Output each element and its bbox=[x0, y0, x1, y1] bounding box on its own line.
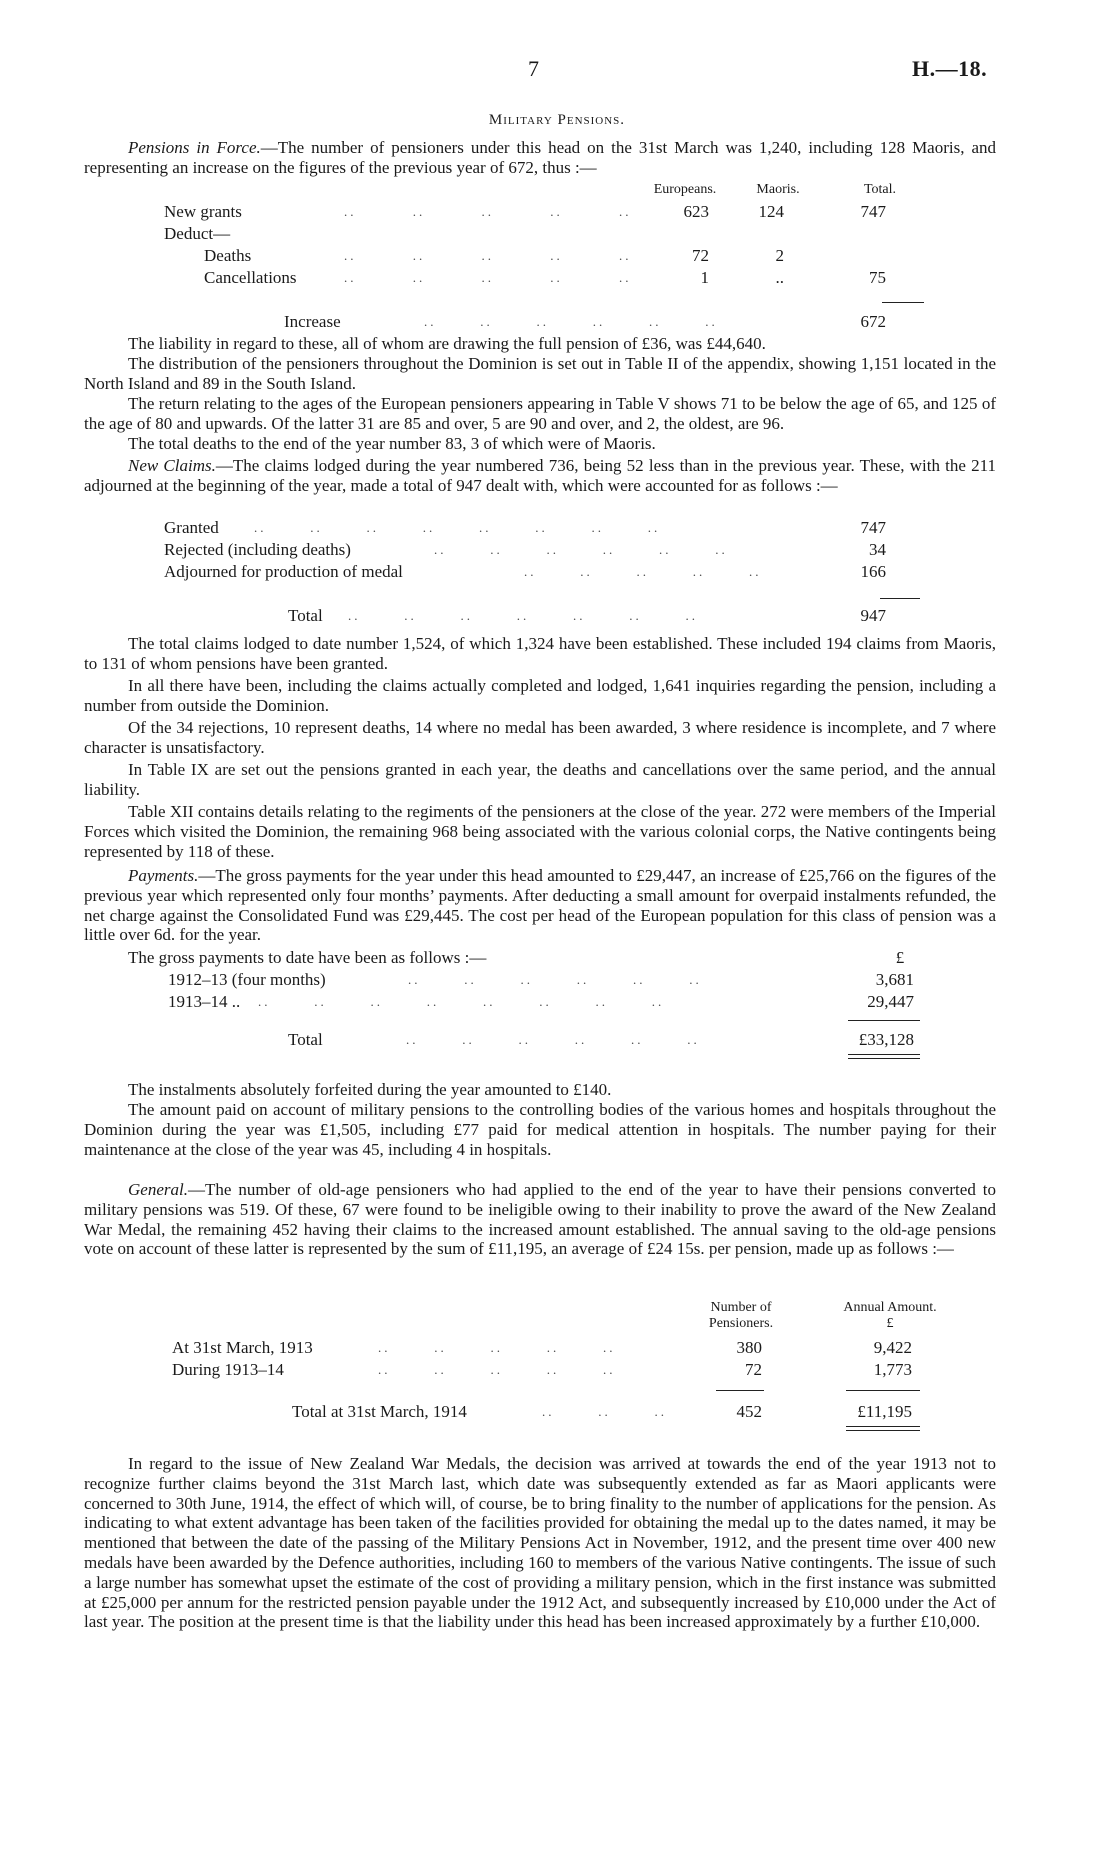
column-header-maoris: Maoris. bbox=[756, 182, 800, 197]
row-label: New grants bbox=[164, 202, 242, 221]
table-row-total-31st-march-1914 bbox=[292, 1402, 932, 1422]
table-row-1913-14 bbox=[168, 992, 924, 1012]
row-label: Total at 31st March, 1914 bbox=[292, 1402, 467, 1421]
section-title: Military Pensions. bbox=[488, 112, 626, 128]
number-value: 72 bbox=[745, 1360, 762, 1379]
paragraph-inquiries: In all there have been, including the claims actually completed and lodged, 1,641 inquiries regarding the pension, including a number from outside the Dominion. bbox=[84, 676, 996, 715]
number-subtotal-rule bbox=[716, 1390, 764, 1391]
dot-leader: .. .. .. .. .. bbox=[378, 1362, 616, 1377]
table-row-adjourned bbox=[164, 562, 924, 582]
subtotal-rule bbox=[882, 302, 924, 303]
table-row-granted bbox=[164, 518, 924, 538]
dot-leader: .. .. .. .. .. bbox=[378, 1340, 616, 1355]
claims-value: 166 bbox=[860, 562, 886, 581]
dot-leader: .. .. .. .. .. .. bbox=[406, 1032, 700, 1047]
table-row-during-1913-14 bbox=[172, 1360, 932, 1380]
paragraph-deaths: The total deaths to the end of the year number 83, 3 of which were of Maoris. bbox=[128, 434, 656, 453]
paragraph-new-claims bbox=[84, 456, 996, 496]
currency-symbol: £ bbox=[895, 948, 905, 967]
dot-leader: .. .. .. .. .. .. .. .. bbox=[258, 994, 665, 1009]
maoris-value: 124 bbox=[758, 202, 784, 221]
page-number: 7 bbox=[528, 56, 539, 81]
table-row-1912-13 bbox=[168, 970, 924, 990]
paragraph-heading: New Claims. bbox=[128, 456, 216, 475]
paragraph-homes-hospitals: The amount paid on account of military pensions to the controlling bodies of the various homes and hospitals throughout the Dominion during the year was £1,505, including £77 paid for medical attention in hospitals. The number paying for their maintenance at the close of the year was 45, including 4 in hospitals. bbox=[84, 1100, 996, 1159]
subtotal-rule bbox=[848, 1020, 920, 1021]
number-value: 452 bbox=[736, 1402, 762, 1421]
total-value: 75 bbox=[869, 268, 886, 287]
europeans-value: 1 bbox=[700, 268, 709, 287]
paragraph-table-xii: Table XII contains details relating to the regiments of the pensioners at the close of the year. 272 were members of the Imperial Forces which visited the Dominion, the remaining 968 being associated with the various colonial corps, the Native contingents being represented by 118 of these. bbox=[84, 802, 996, 861]
paragraph-general bbox=[84, 1180, 996, 1259]
paragraph-table-ix: In Table IX are set out the pensions granted in each year, the deaths and cancellations over the same period, and the annual liability. bbox=[84, 760, 996, 799]
europeans-value: 623 bbox=[683, 202, 709, 221]
row-label: Deaths bbox=[204, 246, 252, 265]
europeans-value: 72 bbox=[692, 246, 709, 265]
row-label: Adjourned for production of medal bbox=[164, 562, 403, 581]
dot-leader: .. .. .. .. .. bbox=[344, 204, 632, 219]
table-row-claims-total bbox=[288, 606, 924, 626]
paragraph-text: —The claims lodged during the year numbered 736, being 52 less than in the previous year. These, with the 211 adjourned at the beginning of the year, made a total of 947 dealt with, which were accounted for as follows :— bbox=[84, 456, 996, 495]
column-header-number: Number of Pensioners. bbox=[708, 1300, 774, 1331]
row-label: Increase bbox=[284, 312, 341, 331]
paragraph-text: —The number of pensioners under this head on the 31st March was 1,240, including 128 Maoris, and representing an increase on the figures of the previous year of 672, thus :— bbox=[84, 138, 996, 177]
currency-header: £ bbox=[886, 1316, 894, 1331]
paragraph-heading: Pensions in Force. bbox=[128, 138, 261, 157]
claims-value: 34 bbox=[869, 540, 886, 559]
dot-leader: .. .. .. .. .. .. bbox=[424, 314, 718, 329]
row-label: Cancellations bbox=[204, 268, 297, 287]
row-label: Rejected (including deaths) bbox=[164, 540, 351, 559]
document-reference: H.—18. bbox=[912, 56, 988, 81]
paragraph-rejections: Of the 34 rejections, 10 represent deaths, 14 where no medal has been awarded, 3 where residence is incomplete, and 7 where character is unsatisfactory. bbox=[84, 718, 996, 757]
row-label: At 31st March, 1913 bbox=[172, 1338, 313, 1357]
table-row-cancellations bbox=[204, 268, 924, 288]
table-row-new-grants bbox=[164, 202, 924, 222]
dot-leader: .. .. .. .. .. bbox=[344, 270, 632, 285]
dot-leader: .. .. .. .. .. bbox=[344, 248, 632, 263]
number-value: 380 bbox=[736, 1338, 762, 1357]
paragraph-liability: The liability in regard to these, all of whom are drawing the full pension of £36, was £44,640. bbox=[128, 334, 766, 353]
paragraph-payments bbox=[84, 866, 996, 945]
payment-value: 3,681 bbox=[875, 970, 914, 989]
paragraph-total-claims: The total claims lodged to date number 1,524, of which 1,324 have been established. These included 194 claims from Maoris, to 131 of whom pensions have been granted. bbox=[84, 634, 996, 673]
payment-value: 29,447 bbox=[867, 992, 914, 1011]
subtotal-rule bbox=[880, 598, 920, 599]
paragraph-pensions-in-force bbox=[84, 138, 996, 178]
payment-value: £33,128 bbox=[858, 1030, 914, 1049]
row-label: Total bbox=[288, 606, 323, 625]
column-header-amount: Annual Amount. bbox=[843, 1300, 937, 1315]
table-row-payments-total bbox=[288, 1030, 924, 1050]
paragraph-text: —The gross payments for the year under this head amounted to £29,447, an increase of £25,766 on the figures of the previous year which represented only four months’ payments. After deducting a small amount for overpaid instalments refunded, the net charge against the Consolidated Fund was £29,445. The cost per head of the European population for this class of pension was a little over 6d. for the year. bbox=[84, 866, 996, 945]
maoris-value: .. bbox=[775, 268, 784, 287]
table-row-deaths bbox=[204, 246, 924, 266]
row-label: 1913–14 .. bbox=[168, 992, 241, 1011]
amount-value: 9,422 bbox=[873, 1338, 912, 1357]
row-label: During 1913–14 bbox=[172, 1360, 284, 1379]
dot-leader: .. .. .. .. .. .. bbox=[408, 972, 702, 987]
row-label: Granted bbox=[164, 518, 219, 537]
paragraph-ages: The return relating to the ages of the European pensioners appearing in Table V shows 71 to be below the age of 65, and 125 of the age of 80 and upwards. Of the latter 31 are 85 and over, 5 are 90 and over, and 2, the oldest, are 96. bbox=[84, 394, 996, 433]
row-label: Deduct— bbox=[164, 224, 231, 243]
maoris-value: 2 bbox=[775, 246, 784, 265]
claims-value: 947 bbox=[860, 606, 886, 625]
table-row-increase bbox=[284, 312, 924, 332]
paragraph-text: —The number of old-age pensioners who had applied to the end of the year to have their pensions converted to military pensions was 519. Of these, 67 were found to be ineligible owing to their inability to prove the award of the New Zealand War Medal, the remaining 452 having their claims to the increased amount established. The annual saving to the old-age pensions vote on account of these latter is represented by the sum of £11,195, an average of £24 15s. per pension, made up as follows :— bbox=[84, 1180, 996, 1259]
dot-leader: .. .. .. .. .. .. .. .. bbox=[254, 520, 661, 535]
dot-leader: .. .. .. bbox=[542, 1404, 667, 1419]
table-row-at-31st-march-1913 bbox=[172, 1338, 932, 1358]
amount-value: 1,773 bbox=[873, 1360, 912, 1379]
column-header-total: Total. bbox=[863, 182, 897, 197]
paragraph-heading: Payments. bbox=[128, 866, 199, 885]
row-label: 1912–13 (four months) bbox=[168, 970, 326, 989]
total-double-rule-bottom bbox=[848, 1058, 920, 1059]
total-value: 747 bbox=[860, 202, 886, 221]
amount-value: £11,195 bbox=[857, 1402, 912, 1421]
dot-leader: .. .. .. .. .. bbox=[524, 564, 762, 579]
total-double-rule-top bbox=[846, 1426, 920, 1427]
table-row-rejected bbox=[164, 540, 924, 560]
column-header-europeans: Europeans. bbox=[653, 182, 717, 197]
claims-value: 747 bbox=[860, 518, 886, 537]
total-double-rule-bottom bbox=[846, 1430, 920, 1431]
paragraph-instalments: The instalments absolutely forfeited during the year amounted to £140. bbox=[128, 1080, 612, 1099]
paragraph-war-medals: In regard to the issue of New Zealand War Medals, the decision was arrived at towards the end of the year 1913 not to recognize further claims beyond the 31st March last, which date was subsequently extended as far as Maori applicants were concerned to 30th June, 1914, the effect of which will, of course, be to bring finality to the number of applications for the pension. As indicating to what extent advantage has been taken of the facilities provided for obtaining the medal up to the dates named, it may be mentioned that between the date of the passing of the Military Pensions Act in November, 1912, and the present time over 400 new medals have been awarded by the Defence authorities, including 160 to members of the various Native contingents. The issue of such a large number has somewhat upset the estimate of the cost of providing a military pension, which in the first instance was submitted at £25,000 per annum for the restricted pension payable under the 1912 Act, and subsequently increased by £10,000 under the Act of last year. The position at the present time is that the liability under this head has been increased approximately by a further £10,000. bbox=[84, 1454, 996, 1632]
total-value: 672 bbox=[860, 312, 886, 331]
total-double-rule-top bbox=[848, 1054, 920, 1055]
paragraph-heading: General. bbox=[128, 1180, 188, 1199]
row-label: The gross payments to date have been as follows :— bbox=[128, 948, 487, 967]
row-label: Total bbox=[288, 1030, 323, 1049]
dot-leader: .. .. .. .. .. .. bbox=[434, 542, 728, 557]
amount-subtotal-rule bbox=[846, 1390, 920, 1391]
currency-header bbox=[880, 948, 920, 968]
paragraph-distribution: The distribution of the pensioners throughout the Dominion is set out in Table II of the appendix, showing 1,151 located in the North Island and 89 in the South Island. bbox=[84, 354, 996, 393]
dot-leader: .. .. .. .. .. .. .. bbox=[348, 608, 698, 623]
